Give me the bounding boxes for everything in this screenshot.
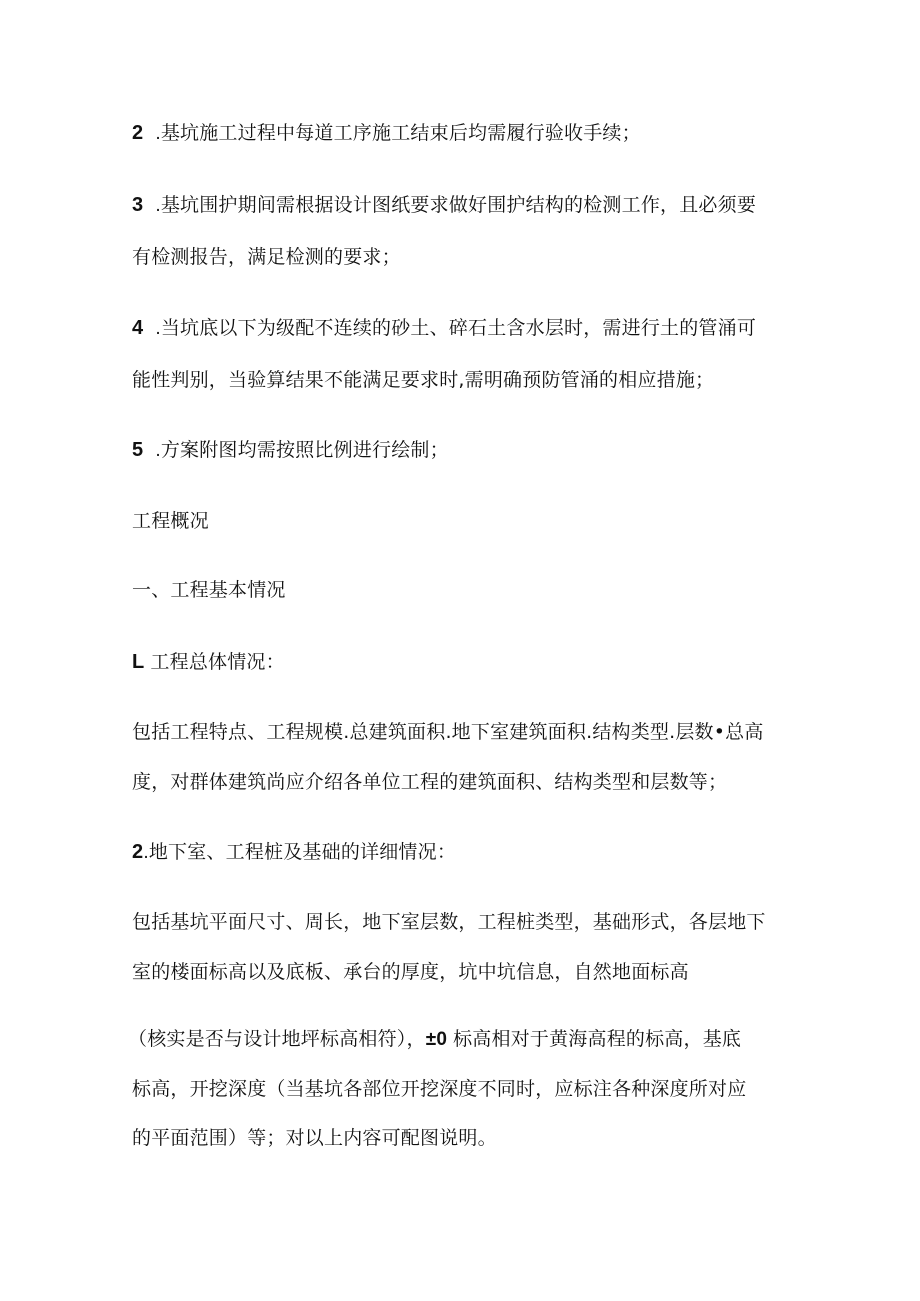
item-text: 当坑底以下为级配不连续的砂土、碎石土含水层时，需进行土的管涌可 — [160, 317, 757, 339]
heading-number: L — [132, 651, 145, 673]
paragraph-basement-line-5: 的平面范围）等；对以上内容可配图说明。 — [132, 1127, 497, 1149]
heading-overall — [132, 650, 285, 674]
heading-text: 地下室、工程桩及基础的详细情况： — [148, 841, 457, 863]
paragraph-overall-line-2: 度，对群体建筑尚应介绍各单位工程的建筑面积、结构类型和层数等； — [132, 771, 728, 793]
heading-number: 2 — [132, 841, 144, 863]
item-text: 基坑施工过程中每道工序施工结束后均需履行验收手续； — [160, 122, 641, 144]
item-separator: . — [155, 123, 161, 144]
paragraph-basement-line-2: 室的楼面标高以及底板、承台的厚度，坑中坑信息，自然地面标高 — [132, 961, 689, 983]
line-segment: 标高相对于黄海高程的标高，基底 — [453, 1028, 742, 1050]
item-separator: . — [155, 195, 161, 216]
list-item-4-continuation: 能性判别，当验算结果不能满足要求时,需明确预防管涌的相应措施； — [132, 369, 715, 391]
paragraph-overall-line-1: 包括工程特点、工程规模.总建筑面积.地下室建筑面积.结构类型.层数•总高 — [132, 721, 764, 743]
item-number: 4 — [132, 317, 144, 339]
section-title: 工程概况 — [132, 510, 209, 532]
subsection-title: 一、工程基本情况 — [132, 579, 286, 601]
plus-minus-zero: ±0 — [425, 1029, 448, 1050]
item-number: 3 — [132, 194, 144, 216]
list-item-2 — [132, 121, 641, 146]
list-item-4 — [132, 316, 756, 341]
list-item-5 — [132, 438, 449, 463]
item-text: 基坑围护期间需根据设计图纸要求做好围护结构的检测工作，且必须要 — [160, 194, 757, 216]
item-separator: . — [155, 318, 161, 339]
document-page — [128, 0, 812, 1301]
heading-text: 工程总体情况： — [150, 651, 285, 673]
heading-basement — [132, 840, 456, 865]
list-item-3 — [132, 193, 756, 218]
paragraph-basement-line-4: 标高，开挖深度（当基坑各部位开挖深度不同时，应标注各种深度所对应 — [132, 1078, 747, 1100]
paragraph-basement-line-3 — [128, 1027, 741, 1052]
list-item-3-continuation: 有检测报告，满足检测的要求； — [132, 246, 401, 268]
item-separator: . — [155, 440, 161, 461]
line-segment: （核实是否与设计地坪标高相符）， — [128, 1028, 426, 1050]
heading-separator: . — [143, 842, 149, 863]
item-number: 5 — [132, 439, 144, 461]
paragraph-basement-line-1: 包括基坑平面尺寸、周长，地下室层数，工程桩类型，基础形式，各层地下 — [132, 911, 766, 933]
item-number: 2 — [132, 122, 144, 144]
item-text: 方案附图均需按照比例进行绘制； — [160, 439, 449, 461]
